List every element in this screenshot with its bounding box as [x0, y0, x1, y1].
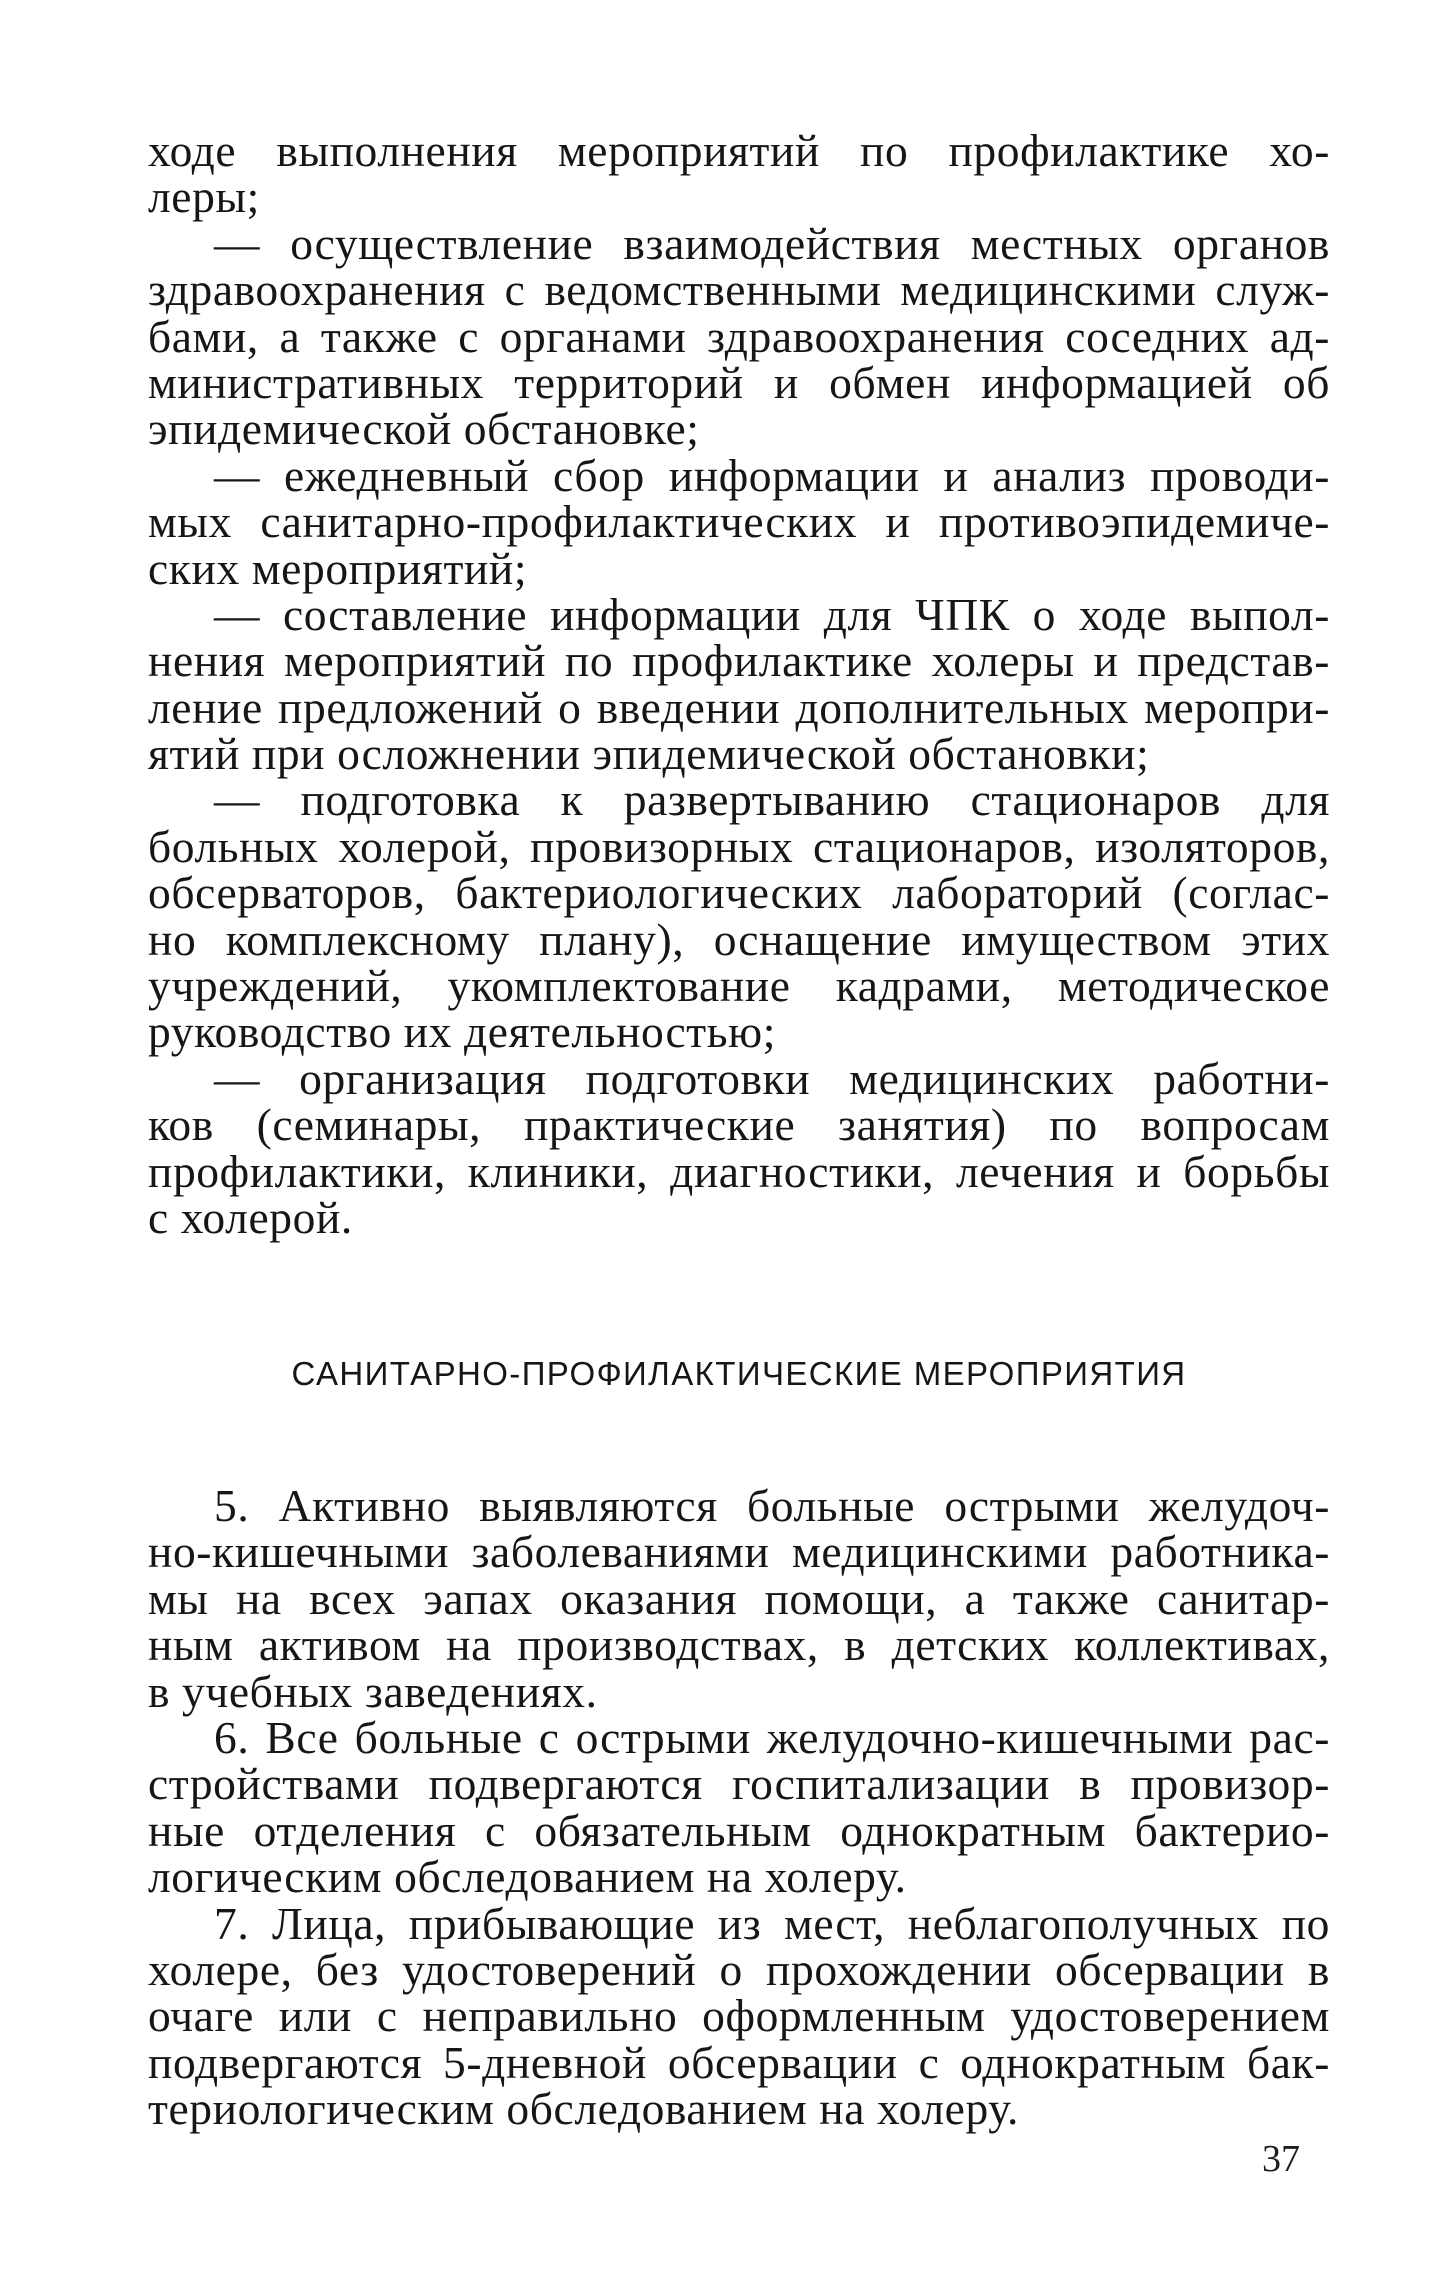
text-line: в учебных заведениях. — [148, 1665, 598, 1717]
text-line: руководство их деятельностью; — [148, 1006, 776, 1058]
text-line: но комплексному плану), оснащение имуществом этих — [148, 913, 1330, 965]
text-line: стройствами подвергаются госпитализации в провизор- — [148, 1758, 1330, 1810]
text-line: леры; — [148, 171, 260, 223]
text-line: ным активом на производствах, в детских коллективах, — [148, 1619, 1330, 1671]
top-text-block — [148, 125, 1330, 1243]
text-line: 7. Лица, прибывающие из мест, неблагополучных по — [214, 1897, 1330, 1949]
text-line: больных холерой, провизорных стационаров, изоляторов, — [148, 820, 1330, 872]
text-line: здравоохранения с ведомственными медицинскими служ- — [148, 264, 1330, 316]
list-item — [148, 774, 1330, 1058]
list-item — [148, 449, 1330, 594]
text-line: очаге или с неправильно оформленным удостоверением — [148, 1990, 1330, 2042]
text-line: — организация подготовки медицинских работни- — [214, 1052, 1330, 1104]
text-line: ков (семинары, практические занятия) по вопросам — [148, 1099, 1330, 1151]
paragraph-continuation — [148, 125, 1330, 223]
text-line: холере, без удостоверений о прохождении обсервации в — [148, 1943, 1330, 1995]
text-line: териологическим обследованием на холеру. — [148, 2083, 1019, 2135]
text-line: — составление информации для ЧПК о ходе выпол- — [214, 588, 1330, 640]
text-line: ные отделения с обязательным однократным бактерио- — [148, 1804, 1330, 1856]
text-line: мых санитарно-профилактических и противоэпидемиче- — [148, 496, 1330, 548]
text-line: с холерой. — [148, 1191, 353, 1243]
text-line: — ежедневный сбор информации и анализ проводи- — [214, 449, 1330, 501]
text-line: — осуществление взаимодействия местных органов — [214, 217, 1330, 269]
text-line: ятий при осложнении эпидемической обстановки; — [148, 728, 1150, 780]
text-line: 5. Активно выявляются больные острыми желудоч- — [214, 1480, 1330, 1531]
list-item — [148, 588, 1330, 780]
text-line: подвергаются 5-дневной обсервации с однократным бак- — [148, 2036, 1330, 2088]
text-line: логическим обследованием на холеру. — [148, 1851, 907, 1903]
text-line: обсерваторов, бактериологических лабораторий (соглас- — [148, 867, 1330, 919]
text-line: но-кишечными заболеваниями медицинскими работника- — [148, 1526, 1330, 1578]
section-heading: САНИТАРНО-ПРОФИЛАКТИЧЕСКИЕ МЕРОПРИЯТИЯ — [291, 1355, 1187, 1392]
text-line: ление предложений о введении дополнительных меропри- — [148, 681, 1330, 733]
text-line: профилактики, клиники, диагностики, лечения и борьбы — [148, 1145, 1330, 1197]
numbered-text-block — [148, 1480, 1330, 2135]
text-line: учреждений, укомплектование кадрами, методическое — [148, 960, 1330, 1012]
text-line: ходе выполнения мероприятий по профилактике хо- — [148, 125, 1330, 176]
page-number: 37 — [1262, 2138, 1300, 2180]
list-item — [148, 217, 1330, 455]
numbered-paragraph — [148, 1897, 1330, 2135]
text-line: нения мероприятий по профилактике холеры и представ- — [148, 635, 1330, 687]
text-line: мы на всех эапах оказания помощи, а также санитар- — [148, 1572, 1330, 1624]
text-line: — подготовка к развертыванию стационаров для — [214, 774, 1330, 826]
text-line: бами, а также с органами здравоохранения соседних ад- — [148, 310, 1330, 362]
text-line: министративных территорий и обмен информацией об — [148, 356, 1330, 408]
numbered-paragraph — [148, 1480, 1330, 1717]
text-line: эпидемической обстановке; — [148, 403, 700, 455]
numbered-paragraph — [148, 1711, 1330, 1903]
text-line: ских мероприятий; — [148, 542, 528, 594]
list-item — [148, 1052, 1330, 1243]
text-line: 6. Все больные с острыми желудочно-кишечными рас- — [214, 1711, 1330, 1763]
